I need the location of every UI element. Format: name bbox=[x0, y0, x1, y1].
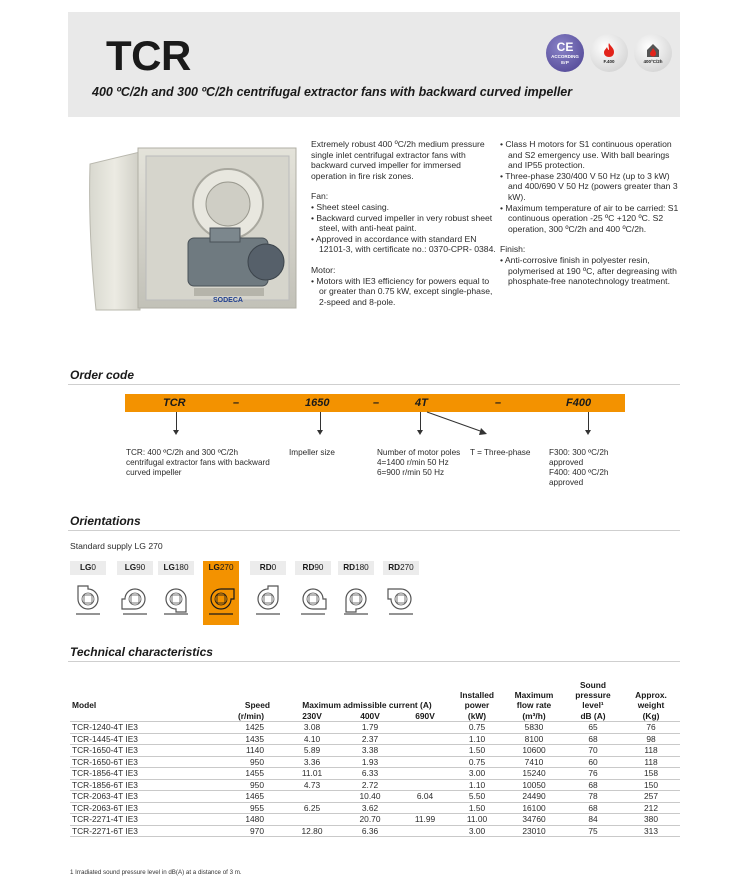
cell-400v: 2.72 bbox=[340, 779, 400, 791]
cell-speed: 970 bbox=[222, 825, 284, 837]
fan-item-text: Backward curved impeller in very robust sheet steel, with anti-heat paint. bbox=[316, 212, 493, 234]
motor-item: • Motors with IE3 efficiency for powers equal to or greater than 0.75 kW, except single-phase, 2-speed and 8-pole. bbox=[311, 275, 493, 307]
cell-flow: 15240 bbox=[504, 768, 564, 780]
description-right-column bbox=[500, 139, 680, 287]
cell-power: 3.00 bbox=[450, 768, 504, 780]
cell-model: TCR-2271-4T IE3 bbox=[70, 814, 222, 826]
orientation-label bbox=[250, 561, 286, 575]
orientation-label bbox=[117, 561, 153, 575]
intro-text: Extremely robust 400 ºC/2h medium pressure single inlet centrifugal extractor fans with backward curved impeller for immersed operation in fire risk zones. bbox=[311, 139, 485, 181]
fan-item: • Backward curved impeller in very robust sheet steel, with anti-heat paint. bbox=[311, 212, 493, 234]
orientation-prefix: LG bbox=[208, 563, 220, 572]
cell-power: 0.75 bbox=[450, 722, 504, 734]
order-desc-poles-line: 4=1400 r/min 50 Hz bbox=[377, 458, 449, 467]
technical-divider bbox=[68, 661, 680, 662]
technical-table bbox=[70, 678, 680, 837]
motor-spec-item: • Maximum temperature of air to be carried: S1 continuous operation -25 ºC +120 ºC. S2 operation, 300 ºC/2h and 400 ºC/2h. bbox=[500, 202, 679, 234]
col-header-flow: Maximum flow rate bbox=[514, 690, 554, 710]
orientation-label bbox=[203, 561, 239, 575]
cell-400v: 10.40 bbox=[340, 791, 400, 803]
order-code-heading: Order code bbox=[70, 368, 135, 382]
fan-orientation-icon bbox=[73, 581, 103, 617]
cell-sound: 65 bbox=[564, 722, 622, 734]
unit-sound: dB (A) bbox=[564, 710, 622, 722]
order-arrowhead-size bbox=[317, 430, 323, 435]
cell-230v: 4.73 bbox=[284, 779, 340, 791]
certification-badges bbox=[546, 34, 672, 72]
order-arrowhead-temp bbox=[585, 430, 591, 435]
cell-690v bbox=[400, 722, 450, 734]
cell-sound: 70 bbox=[564, 745, 622, 757]
ce-badge-symbol: CE bbox=[556, 40, 574, 54]
orientation-angle: 270 bbox=[219, 563, 234, 572]
table-row bbox=[70, 756, 680, 768]
orientation-rd180 bbox=[338, 561, 374, 625]
cell-690v bbox=[400, 756, 450, 768]
cell-power: 5.50 bbox=[450, 791, 504, 803]
order-code-dash: – bbox=[373, 397, 380, 409]
cell-power: 1.10 bbox=[450, 733, 504, 745]
ce-mark-icon bbox=[546, 34, 584, 72]
motor-spec-text: Maximum temperature of air to be carried: S1 continuous operation -25 ºC +120 ºC. S2 operation, 300 ºC/2h and 400 ºC/2h. bbox=[505, 202, 679, 234]
order-code-size: 1650 bbox=[305, 397, 330, 409]
table-row bbox=[70, 814, 680, 826]
motor-spec-text: Three-phase 230/400 V 50 Hz (up to 3 kW) and 400/690 V 50 Hz (powers greater than 3 kW). bbox=[505, 170, 678, 202]
orientation-angle: 0 bbox=[271, 563, 277, 572]
cell-flow: 5830 bbox=[504, 722, 564, 734]
orientation-label bbox=[383, 561, 419, 575]
cell-speed: 950 bbox=[222, 779, 284, 791]
table-row bbox=[70, 802, 680, 814]
cell-weight: 118 bbox=[622, 745, 680, 757]
orientation-prefix: RD bbox=[302, 563, 315, 572]
cell-flow: 24490 bbox=[504, 791, 564, 803]
fan-orientation-icon bbox=[120, 581, 150, 617]
cell-sound: 78 bbox=[564, 791, 622, 803]
cell-model: TCR-2271-6T IE3 bbox=[70, 825, 222, 837]
cell-400v: 3.62 bbox=[340, 802, 400, 814]
unit-230v: 230V bbox=[284, 710, 340, 722]
fan-item-text: Sheet steel casing. bbox=[316, 201, 390, 212]
cell-400v: 1.79 bbox=[340, 722, 400, 734]
ce-badge-according: ACCORDING bbox=[551, 54, 579, 59]
order-arrowhead-poles bbox=[417, 430, 423, 435]
order-code-bar bbox=[125, 394, 625, 412]
orientation-rd90 bbox=[295, 561, 331, 625]
order-code-poles: 4T bbox=[415, 397, 428, 409]
cell-230v bbox=[284, 791, 340, 803]
fan-heading: Fan: bbox=[311, 191, 329, 202]
motor-heading: Motor: bbox=[311, 264, 336, 275]
cell-230v: 12.80 bbox=[284, 825, 340, 837]
cell-model: TCR-1445-4T IE3 bbox=[70, 733, 222, 745]
unit-400v: 400V bbox=[340, 710, 400, 722]
cell-400v: 6.36 bbox=[340, 825, 400, 837]
unit-speed: (r/min) bbox=[222, 710, 284, 722]
finish-heading: Finish: bbox=[500, 244, 526, 255]
flame-icon bbox=[590, 34, 628, 72]
cell-flow: 34760 bbox=[504, 814, 564, 826]
cell-speed: 1435 bbox=[222, 733, 284, 745]
cell-weight: 150 bbox=[622, 779, 680, 791]
cell-weight: 76 bbox=[622, 722, 680, 734]
cell-weight: 118 bbox=[622, 756, 680, 768]
orientation-rd270 bbox=[383, 561, 419, 625]
cell-model: TCR-2063-6T IE3 bbox=[70, 802, 222, 814]
table-row bbox=[70, 768, 680, 780]
cell-flow: 16100 bbox=[504, 802, 564, 814]
fire-house-shape bbox=[645, 42, 661, 58]
cell-400v: 6.33 bbox=[340, 768, 400, 780]
cell-230v: 3.08 bbox=[284, 722, 340, 734]
cell-model: TCR-1856-6T IE3 bbox=[70, 779, 222, 791]
order-desc-model: TCR: 400 ºC/2h and 300 ºC/2h centrifugal extractor fans with backward curved impeller bbox=[126, 448, 270, 477]
cell-weight: 158 bbox=[622, 768, 680, 780]
cell-230v: 4.10 bbox=[284, 733, 340, 745]
order-code-dash: – bbox=[233, 397, 240, 409]
cell-power: 1.50 bbox=[450, 745, 504, 757]
order-desc-temp-line: F300: 300 ºC/2h approved bbox=[549, 448, 609, 467]
col-header-sound: Sound pressure level¹ bbox=[575, 680, 611, 710]
order-code-dash: – bbox=[495, 397, 502, 409]
orientation-lg270 bbox=[203, 561, 239, 625]
cell-400v: 20.70 bbox=[340, 814, 400, 826]
cell-400v: 1.93 bbox=[340, 756, 400, 768]
order-code-model: TCR bbox=[163, 397, 186, 409]
motor-spec-text: Class H motors for S1 continuous operation and S2 emergency use. With ball bearings and IP55 protection. bbox=[505, 139, 672, 171]
cell-power: 3.00 bbox=[450, 825, 504, 837]
fire-house-icon bbox=[634, 34, 672, 72]
orientation-rd0 bbox=[250, 561, 286, 625]
orientation-angle: 270 bbox=[400, 563, 414, 572]
fan-item: • Sheet steel casing. bbox=[311, 201, 390, 212]
orientation-label bbox=[338, 561, 374, 575]
f400-badge-label: F.400 bbox=[603, 59, 615, 64]
col-header-current: Maximum admissible current (A) bbox=[302, 700, 432, 710]
standard-supply-note: Standard supply LG 270 bbox=[70, 541, 163, 551]
orientation-angle: 180 bbox=[174, 563, 189, 572]
unit-model bbox=[70, 710, 222, 722]
cell-flow: 10050 bbox=[504, 779, 564, 791]
orientation-lg180 bbox=[158, 561, 194, 625]
cell-speed: 1425 bbox=[222, 722, 284, 734]
cell-sound: 68 bbox=[564, 779, 622, 791]
finish-item: • Anti-corrosive finish in polyester resin, polymerised at 190 ºC, after degreasing with phosphate-free nanotechnology treatment. bbox=[500, 254, 677, 287]
cell-690v: 11.99 bbox=[400, 814, 450, 826]
orientation-prefix: RD bbox=[343, 563, 356, 572]
description-left-column bbox=[311, 139, 496, 307]
order-desc-phase: T = Three-phase bbox=[470, 448, 531, 457]
temp-badge-label: 400ºC/2h bbox=[643, 59, 663, 64]
order-desc-poles-line: 6=900 r/min 50 Hz bbox=[377, 468, 445, 477]
orientation-label bbox=[70, 561, 106, 575]
table-row bbox=[70, 722, 680, 734]
table-row bbox=[70, 745, 680, 757]
technical-heading: Technical characteristics bbox=[70, 645, 213, 659]
col-header-model: Model bbox=[72, 700, 97, 710]
cell-power: 0.75 bbox=[450, 756, 504, 768]
cell-sound: 68 bbox=[564, 733, 622, 745]
motor-spec-item: • Three-phase 230/400 V 50 Hz (up to 3 kW) and 400/690 V 50 Hz (powers greater than 3 kW). bbox=[500, 170, 678, 202]
fan-item: • Approved in accordance with standard EN 12101-3, with certificate no.: 0370-CPR- 0384. bbox=[311, 233, 496, 255]
table-footnote: 1 Irradiated sound pressure level in dB(A) at a distance of 3 m. bbox=[70, 869, 242, 876]
orientation-label bbox=[295, 561, 331, 575]
order-arrow-size bbox=[320, 412, 321, 432]
cell-flow: 7410 bbox=[504, 756, 564, 768]
fan-orientation-icon bbox=[206, 581, 236, 617]
orientation-prefix: LG bbox=[163, 563, 175, 572]
table-row bbox=[70, 825, 680, 837]
unit-power: (kW) bbox=[450, 710, 504, 722]
fan-illustration bbox=[78, 142, 303, 317]
cell-sound: 60 bbox=[564, 756, 622, 768]
cell-690v bbox=[400, 733, 450, 745]
order-desc-temp-line: F400: 400 ºC/2h approved bbox=[549, 468, 609, 487]
orientation-prefix: LG bbox=[124, 563, 137, 572]
order-desc-poles bbox=[377, 448, 467, 478]
fan-orientation-icon bbox=[253, 581, 283, 617]
orientation-angle: 0 bbox=[91, 563, 96, 572]
col-header-weight: Approx. weight bbox=[635, 690, 667, 710]
order-arrow-model bbox=[176, 412, 177, 432]
flame-shape bbox=[602, 42, 616, 58]
cell-flow: 10600 bbox=[504, 745, 564, 757]
order-code-temp: F400 bbox=[566, 397, 592, 409]
cell-flow: 8100 bbox=[504, 733, 564, 745]
order-arrow-phase bbox=[425, 408, 495, 438]
orientation-angle: 90 bbox=[136, 563, 146, 572]
table-row bbox=[70, 779, 680, 791]
cell-speed: 950 bbox=[222, 756, 284, 768]
order-arrowhead-model bbox=[173, 430, 179, 435]
fan-orientation-icon bbox=[161, 581, 191, 617]
cell-400v: 2.37 bbox=[340, 733, 400, 745]
page-subtitle: 400 ºC/2h and 300 ºC/2h centrifugal extractor fans with backward curved impeller bbox=[92, 85, 573, 99]
orientations-divider bbox=[68, 530, 680, 531]
cell-690v bbox=[400, 779, 450, 791]
cell-weight: 313 bbox=[622, 825, 680, 837]
cell-690v: 6.04 bbox=[400, 791, 450, 803]
order-arrow-poles bbox=[420, 412, 421, 432]
cell-speed: 1455 bbox=[222, 768, 284, 780]
cell-230v bbox=[284, 814, 340, 826]
order-desc-poles-line: Number of motor poles bbox=[377, 448, 461, 457]
cell-model: TCR-1650-6T IE3 bbox=[70, 756, 222, 768]
motor-spec-item: • Class H motors for S1 continuous operation and S2 emergency use. With ball bearings and IP55 protection. bbox=[500, 139, 672, 171]
orientation-lg0 bbox=[70, 561, 106, 625]
units-row bbox=[70, 710, 680, 722]
fan-orientation-icon bbox=[341, 581, 371, 617]
order-arrow-temp bbox=[588, 412, 589, 432]
cell-power: 1.50 bbox=[450, 802, 504, 814]
cell-690v bbox=[400, 802, 450, 814]
cell-230v: 5.89 bbox=[284, 745, 340, 757]
fan-item-text: Approved in accordance with standard EN 12101-3, with certificate no.: 0370-CPR- 0384. bbox=[315, 233, 496, 255]
cell-sound: 76 bbox=[564, 768, 622, 780]
cell-weight: 257 bbox=[622, 791, 680, 803]
unit-weight: (Kg) bbox=[622, 710, 680, 722]
orientation-prefix: RD bbox=[259, 563, 272, 572]
cell-power: 11.00 bbox=[450, 814, 504, 826]
fan-orientation-icon bbox=[298, 581, 328, 617]
cell-230v: 6.25 bbox=[284, 802, 340, 814]
cell-230v: 3.36 bbox=[284, 756, 340, 768]
cell-weight: 212 bbox=[622, 802, 680, 814]
product-photo bbox=[78, 142, 303, 317]
motor-item-text: Motors with IE3 efficiency for powers equal to or greater than 0.75 kW, except single-phase, 2-speed and 8-pole. bbox=[316, 275, 493, 307]
orientation-lg90 bbox=[117, 561, 153, 625]
order-code-divider bbox=[68, 384, 680, 385]
page-title: TCR bbox=[106, 32, 191, 79]
cell-power: 1.10 bbox=[450, 779, 504, 791]
orientation-prefix: LG bbox=[80, 563, 92, 572]
cell-690v bbox=[400, 745, 450, 757]
table-row bbox=[70, 733, 680, 745]
cell-sound: 84 bbox=[564, 814, 622, 826]
unit-690v: 690V bbox=[400, 710, 450, 722]
cell-sound: 68 bbox=[564, 802, 622, 814]
orientation-angle: 90 bbox=[314, 563, 324, 572]
col-header-speed: Speed bbox=[244, 700, 270, 710]
ce-badge-erp: ErP bbox=[561, 60, 569, 65]
cell-400v: 3.38 bbox=[340, 745, 400, 757]
cell-speed: 1140 bbox=[222, 745, 284, 757]
fan-orientation-icon bbox=[386, 581, 416, 617]
orientation-label bbox=[158, 561, 194, 575]
cell-weight: 98 bbox=[622, 733, 680, 745]
cell-model: TCR-1650-4T IE3 bbox=[70, 745, 222, 757]
unit-flow: (m³/h) bbox=[504, 710, 564, 722]
header-banner bbox=[68, 12, 680, 117]
cell-flow: 23010 bbox=[504, 825, 564, 837]
table-row bbox=[70, 791, 680, 803]
cell-230v: 11.01 bbox=[284, 768, 340, 780]
orientation-prefix: RD bbox=[388, 563, 401, 572]
orientation-angle: 180 bbox=[355, 563, 369, 572]
finish-item-text: Anti-corrosive finish in polyester resin, polymerised at 190 ºC, after degreasing with phosphate-free nanotechnology treatment. bbox=[504, 254, 677, 287]
cell-speed: 1465 bbox=[222, 791, 284, 803]
cell-690v bbox=[400, 768, 450, 780]
cell-690v bbox=[400, 825, 450, 837]
cell-sound: 75 bbox=[564, 825, 622, 837]
cell-model: TCR-2063-4T IE3 bbox=[70, 791, 222, 803]
svg-text:SODECA: SODECA bbox=[213, 297, 243, 304]
cell-model: TCR-1856-4T IE3 bbox=[70, 768, 222, 780]
cell-weight: 380 bbox=[622, 814, 680, 826]
col-header-power: Installed power bbox=[460, 690, 494, 710]
cell-model: TCR-1240-4T IE3 bbox=[70, 722, 222, 734]
cell-speed: 1480 bbox=[222, 814, 284, 826]
order-desc-size: Impeller size bbox=[289, 448, 335, 457]
cell-speed: 955 bbox=[222, 802, 284, 814]
order-desc-temp bbox=[549, 448, 629, 488]
orientations-heading: Orientations bbox=[70, 514, 141, 528]
